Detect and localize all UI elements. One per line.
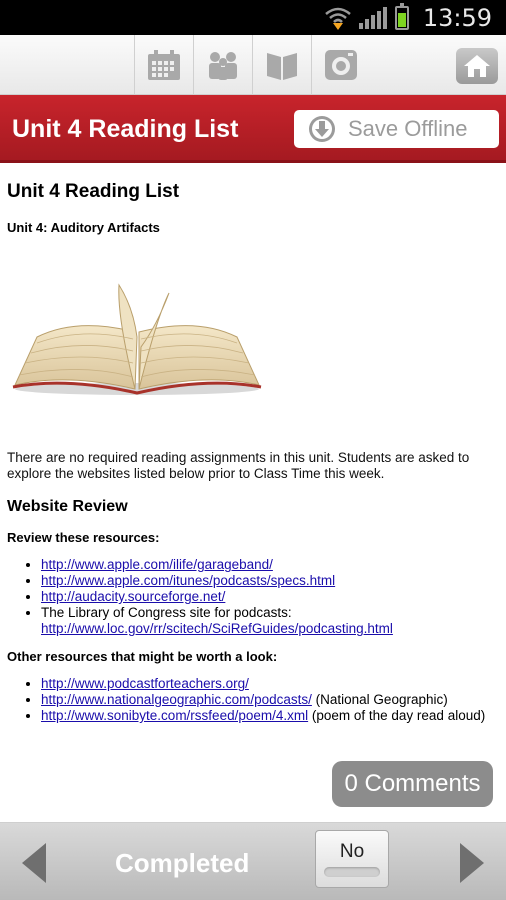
list-item bbox=[41, 692, 499, 708]
status-bar bbox=[0, 0, 506, 35]
list-item bbox=[41, 589, 499, 605]
comments-button[interactable]: 0 Comments bbox=[332, 761, 493, 807]
content-title: Unit 4 Reading List bbox=[7, 181, 180, 202]
download-icon bbox=[308, 115, 336, 143]
save-offline-label: Save Offline bbox=[348, 116, 468, 141]
review-links-list bbox=[41, 557, 499, 637]
calendar-icon bbox=[147, 49, 181, 81]
page-header bbox=[0, 95, 506, 163]
resource-link[interactable]: http://www.apple.com/ilife/garageband/ bbox=[41, 557, 273, 572]
people-button[interactable] bbox=[193, 35, 252, 95]
link-prefix: The Library of Congress site for podcasts: bbox=[41, 605, 292, 620]
list-item bbox=[41, 573, 499, 589]
intro-text: There are no required reading assignments in this unit. Students are asked to explore the websites listed below prior to Class Time this week. bbox=[7, 450, 470, 481]
save-offline-button[interactable] bbox=[294, 110, 499, 148]
page-title: Unit 4 Reading List bbox=[12, 115, 239, 143]
resource-link[interactable]: http://www.loc.gov/rr/scitech/SciRefGuides/podcasting.html bbox=[41, 621, 393, 636]
toggle-track bbox=[324, 867, 380, 877]
wifi-icon bbox=[325, 6, 351, 30]
resource-link[interactable]: http://www.apple.com/itunes/podcasts/specs.html bbox=[41, 573, 336, 588]
list-item bbox=[41, 605, 499, 637]
home-icon bbox=[463, 54, 491, 78]
status-time: 13:59 bbox=[422, 3, 492, 32]
open-book-image bbox=[7, 277, 267, 407]
people-icon bbox=[206, 49, 240, 81]
unit-subtitle: Unit 4: Auditory Artifacts bbox=[7, 220, 160, 235]
top-nav bbox=[0, 35, 506, 95]
completed-label: Completed bbox=[115, 848, 250, 878]
content-area[interactable] bbox=[0, 166, 506, 822]
home-button[interactable] bbox=[456, 48, 498, 84]
link-suffix: (National Geographic) bbox=[311, 692, 448, 707]
signal-icon bbox=[359, 7, 387, 29]
link-suffix: (poem of the day read aloud) bbox=[308, 708, 486, 723]
resource-link[interactable]: http://www.nationalgeographic.com/podcasts/ bbox=[41, 692, 312, 707]
resource-link[interactable]: http://www.sonibyte.com/rssfeed/poem/4.xml bbox=[41, 708, 309, 723]
previous-arrow-icon[interactable] bbox=[22, 843, 46, 883]
list-item bbox=[41, 557, 499, 573]
list-item bbox=[41, 676, 499, 692]
other-links-list bbox=[41, 676, 499, 724]
resource-link[interactable]: http://www.podcastforteachers.org/ bbox=[41, 676, 249, 691]
other-resources-label: Other resources that might be worth a look: bbox=[7, 649, 278, 664]
next-arrow-icon[interactable] bbox=[460, 843, 484, 883]
review-label: Review these resources: bbox=[7, 530, 160, 545]
camera-icon bbox=[324, 49, 358, 81]
book-button[interactable] bbox=[252, 35, 311, 95]
completed-toggle[interactable] bbox=[315, 830, 389, 888]
bottom-bar bbox=[0, 822, 506, 900]
list-item bbox=[41, 708, 499, 724]
camera-button[interactable] bbox=[311, 35, 370, 95]
website-review-heading: Website Review bbox=[7, 498, 128, 515]
calendar-button[interactable] bbox=[134, 35, 193, 95]
resource-link[interactable]: http://audacity.sourceforge.net/ bbox=[41, 589, 226, 604]
book-icon bbox=[265, 49, 299, 81]
battery-icon bbox=[395, 6, 409, 30]
toggle-value: No bbox=[339, 841, 365, 862]
